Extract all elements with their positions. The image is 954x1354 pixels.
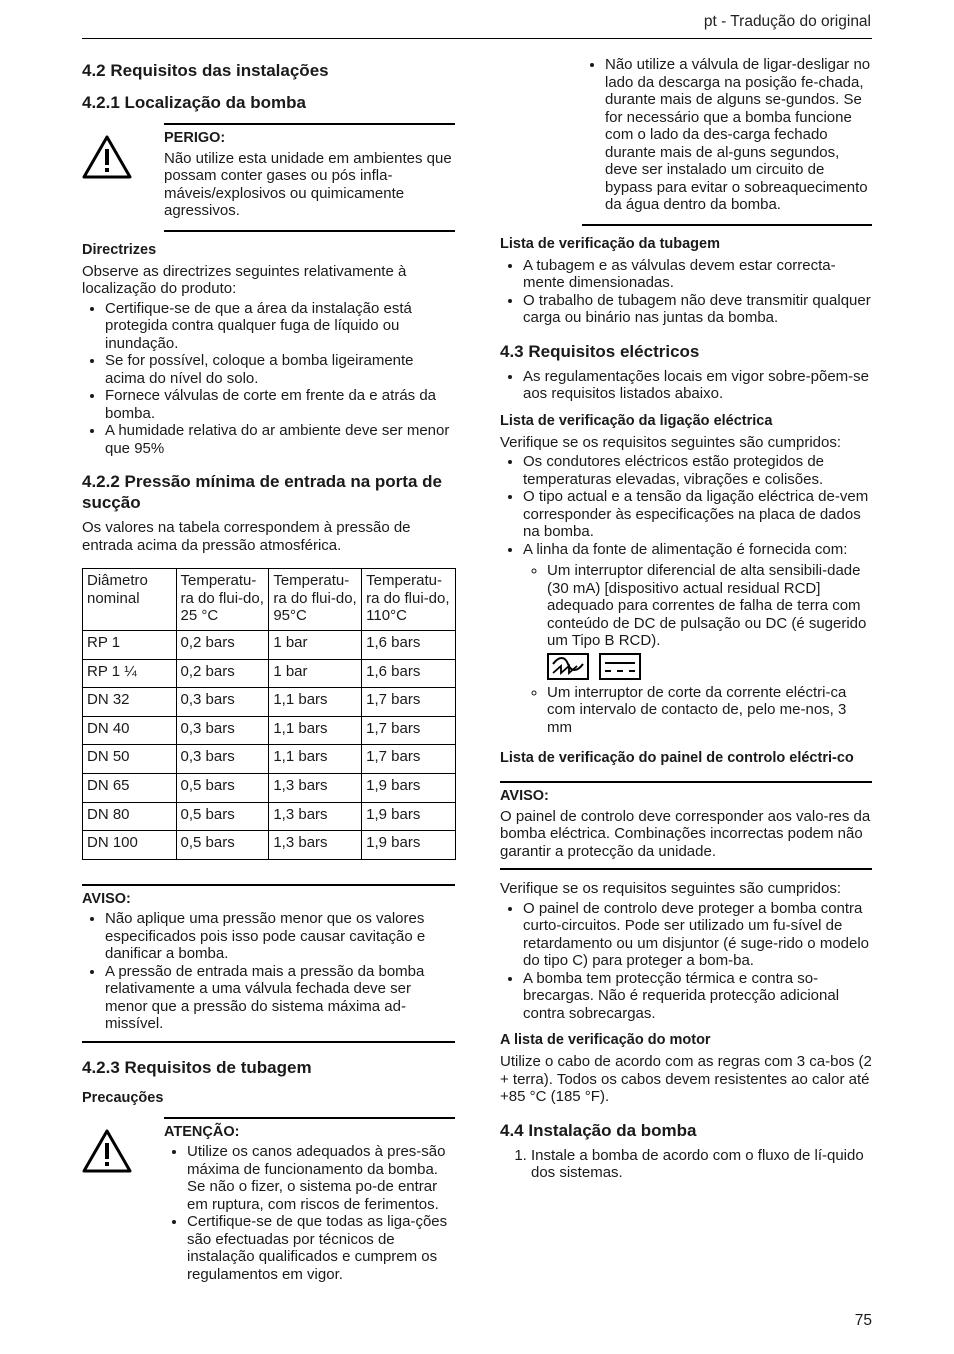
- table-cell: DN 50: [83, 745, 177, 774]
- list-item: • A pressão de entrada mais a pressão da bomba relativamente a uma válvula fechada deve ser menor que a pressão do sistema máxima ad-missível.: [105, 963, 455, 1033]
- section-4-2-heading: 4.2 Requisitos das instalações: [82, 61, 329, 80]
- dc-symbol-icon: [599, 653, 641, 680]
- sec-4-3-list: [500, 368, 872, 403]
- tubagem-checklist-heading: Lista de verificação da tubagem: [500, 235, 720, 252]
- painel-intro: Verifique se os requisitos seguintes são cumpridos:: [500, 880, 842, 897]
- caution-list: [164, 1143, 455, 1283]
- table-cell: 1,9 bars: [362, 802, 456, 831]
- warning-triangle-icon: [82, 123, 164, 184]
- table-cell: 0,5 bars: [176, 831, 269, 860]
- table-row: [83, 659, 456, 688]
- list-item: • Não utilize a válvula de ligar-desligar no lado da descarga na posição fe-chada, durante mais de alguns se-gundos. Se for necessário que a bomba funcione com o lado da des-carga fechado durante mais de al-guns segundos, deve ser instalado um circuito de bypass para evitar o sobreaquecimento da água dentro da bomba.: [605, 56, 872, 214]
- table-cell: 1,7 bars: [362, 716, 456, 745]
- ligacao-intro: Verifique se os requisitos seguintes são cumpridos:: [500, 433, 842, 451]
- table-cell: 0,3 bars: [176, 745, 269, 774]
- table-cell: 1 bar: [269, 659, 362, 688]
- left-column: [82, 56, 455, 1301]
- notice-box: [500, 781, 872, 870]
- list-item: • Fornece válvulas de corte em frente da e atrás da bomba.: [105, 387, 455, 422]
- caution-continuation: [582, 56, 872, 226]
- list-item: • Não aplique uma pressão menor que os valores especificados pois isso pode causar cavitação e danificar a bomba.: [105, 910, 455, 963]
- table-cell: 0,2 bars: [176, 631, 269, 660]
- table-cell: 1,7 bars: [362, 688, 456, 717]
- caution-box: [164, 1117, 455, 1294]
- table-cell: 1,3 bars: [269, 773, 362, 802]
- list-item: • Os condutores eléctricos estão protegidos de temperaturas elevadas, vibrações e colisões.: [523, 453, 872, 488]
- notice-title: AVISO:: [82, 890, 131, 907]
- page-header: pt - Tradução do original: [703, 13, 871, 30]
- list-item: 1. Instale a bomba de acordo com o fluxo de lí-quido dos sistemas.: [531, 1147, 872, 1182]
- list-item: • A tubagem e as válvulas devem estar correcta-mente dimensionadas.: [523, 257, 872, 292]
- list-item: • Se for possível, coloque a bomba ligeiramente acima do nível do solo.: [105, 352, 455, 387]
- list-item-text: Um interruptor diferencial de alta sensibili-dade (30 mA) [dispositivo actual residual RCD] adequado para correntes de falha de terra com conteúdo de DC de pulsação ou DC (é sugerido um Tipo B RCD).: [547, 562, 867, 649]
- list-item: • A bomba tem protecção térmica e contra so-brecargas. Não é requerida protecção adicional contra sobrecargas.: [523, 970, 872, 1023]
- table-cell: RP 1: [83, 631, 177, 660]
- table-cell: 1,3 bars: [269, 831, 362, 860]
- table-header-cell: Diâmetro nominal: [83, 569, 177, 631]
- list-item: • A humidade relativa do ar ambiente deve ser menor que 95%: [105, 422, 455, 457]
- list-item: [547, 562, 872, 680]
- right-column: [500, 56, 872, 1182]
- directrizes-heading: Directrizes: [82, 241, 157, 258]
- directrizes-list: [82, 300, 455, 458]
- danger-text: Não utilize esta unidade em ambientes que possam conter gases ou pós infla-máveis/explosivos ou quimicamente agressivos.: [164, 149, 452, 219]
- table-cell: 1,9 bars: [362, 773, 456, 802]
- header-rule: [82, 38, 872, 39]
- caution-title: ATENÇÃO:: [164, 1123, 240, 1140]
- list-item: [523, 541, 872, 737]
- table-cell: DN 40: [83, 716, 177, 745]
- notice-list: [82, 910, 455, 1033]
- table-cell: 0,3 bars: [176, 716, 269, 745]
- ligacao-list: [500, 453, 872, 736]
- section-4-2-1-heading: 4.2.1 Localização da bomba: [82, 92, 306, 112]
- section-4-3-heading: 4.3 Requisitos eléctricos: [500, 341, 700, 361]
- table-cell: DN 100: [83, 831, 177, 860]
- page-number: 75: [854, 1312, 872, 1329]
- table-intro: Os valores na tabela correspondem à pressão de entrada acima da pressão atmosférica.: [82, 519, 411, 554]
- painel-checklist-heading: Lista de verificação do painel de controlo eléctri-co: [500, 750, 854, 766]
- caution-cont-list: [582, 56, 872, 214]
- danger-block: [82, 123, 455, 232]
- table-cell: 0,5 bars: [176, 802, 269, 831]
- table-header-cell: Temperatu-ra do flui-do, 110°C: [362, 569, 456, 631]
- motor-text: Utilize o cabo de acordo com as regras com 3 ca-bos (2 + terra). Todos os cabos devem resistentes ao calor até +85 °C (185 °F).: [500, 1053, 872, 1105]
- list-item: • Certifique-se de que todas as liga-ções são efectuadas por técnicos de instalação qualificados e cumprem os regulamentos em vigor.: [187, 1213, 455, 1283]
- table-header-row: [83, 569, 456, 631]
- table-cell: DN 80: [83, 802, 177, 831]
- table-row: [83, 688, 456, 717]
- caution-block: [82, 1117, 455, 1294]
- ligacao-sub-list: [523, 562, 872, 736]
- table-row: [83, 802, 456, 831]
- table-cell: 0,5 bars: [176, 773, 269, 802]
- list-item: • O tipo actual e a tensão da ligação eléctrica de-vem corresponder às especificações na placa de dados na bomba.: [523, 488, 872, 541]
- list-item: • O trabalho de tubagem não deve transmitir qualquer carga ou binário nas juntas da bomba.: [523, 292, 872, 327]
- section-4-2-3-heading: 4.2.3 Requisitos de tubagem: [82, 1057, 312, 1077]
- list-item: ◦ Um interruptor de corte da corrente eléctri-ca com intervalo de contacto de, pelo me-nos, 3 mm: [547, 684, 872, 737]
- ac-pulsating-dc-symbol-icon: [547, 653, 589, 680]
- table-cell: 1,9 bars: [362, 831, 456, 860]
- tubagem-list: [500, 257, 872, 327]
- ligacao-checklist-heading: Lista de verificação da ligação eléctrica: [500, 412, 773, 429]
- table-row: [83, 773, 456, 802]
- table-cell: 0,3 bars: [176, 688, 269, 717]
- table-header-cell: Temperatu-ra do flui-do, 95°C: [269, 569, 362, 631]
- table-cell: RP 1 ¼: [83, 659, 177, 688]
- precaucoes-heading: Precauções: [82, 1089, 164, 1106]
- pressure-table: [82, 568, 456, 860]
- table-cell: 1,6 bars: [362, 659, 456, 688]
- notice-title: AVISO:: [500, 788, 549, 804]
- table-cell: 0,2 bars: [176, 659, 269, 688]
- table-cell: 1,7 bars: [362, 745, 456, 774]
- list-item: • Certifique-se de que a área da instalação está protegida contra qualquer fuga de líquido ou inundação.: [105, 300, 455, 353]
- motor-checklist-heading: A lista de verificação do motor: [500, 1032, 711, 1048]
- table-cell: 1,1 bars: [269, 745, 362, 774]
- table-cell: 1,1 bars: [269, 688, 362, 717]
- list-item: • Utilize os canos adequados à pres-são máxima de funcionamento da bomba. Se não o fizer, o sistema po-de entrar em ruptura, com riscos de ferimentos.: [187, 1143, 455, 1213]
- table-cell: DN 65: [83, 773, 177, 802]
- list-item: • As regulamentações locais em vigor sobre-põem-se aos requisitos listados abaixo.: [523, 368, 872, 403]
- list-item-text: A linha da fonte de alimentação é fornecida com:: [523, 540, 848, 558]
- notice-box: [82, 884, 455, 1043]
- danger-box: [164, 123, 455, 232]
- directrizes-intro: Observe as directrizes seguintes relativamente à localização do produto:: [82, 262, 407, 297]
- table-cell: DN 32: [83, 688, 177, 717]
- table-row: [83, 631, 456, 660]
- table-cell: 1,6 bars: [362, 631, 456, 660]
- table-cell: 1 bar: [269, 631, 362, 660]
- table-cell: 1,3 bars: [269, 802, 362, 831]
- install-steps: [500, 1147, 872, 1182]
- notice-text: O painel de controlo deve corresponder aos valo-res da bomba eléctrica. Combinações incorrectas podem não garantir a protecção da unidade.: [500, 807, 871, 860]
- rcd-symbols: [547, 653, 872, 680]
- table-row: [83, 745, 456, 774]
- table-cell: 1,1 bars: [269, 716, 362, 745]
- painel-list: [500, 900, 872, 1023]
- table-row: [83, 716, 456, 745]
- section-4-2-2-heading: 4.2.2 Pressão mínima de entrada na porta de sucção: [82, 472, 442, 512]
- warning-triangle-icon: [82, 1117, 164, 1178]
- table-header-cell: Temperatu-ra do flui-do, 25 °C: [176, 569, 269, 631]
- table-row: [83, 831, 456, 860]
- section-4-4-heading: 4.4 Instalação da bomba: [500, 1120, 697, 1140]
- list-item: • O painel de controlo deve proteger a bomba contra curto-circuitos. Pode ser utilizado um fu-sível de retardamento ou um disjuntor (é suge-rido o modelo do tipo C) para proteger a bom-ba.: [523, 900, 872, 970]
- danger-title: PERIGO:: [164, 130, 226, 146]
